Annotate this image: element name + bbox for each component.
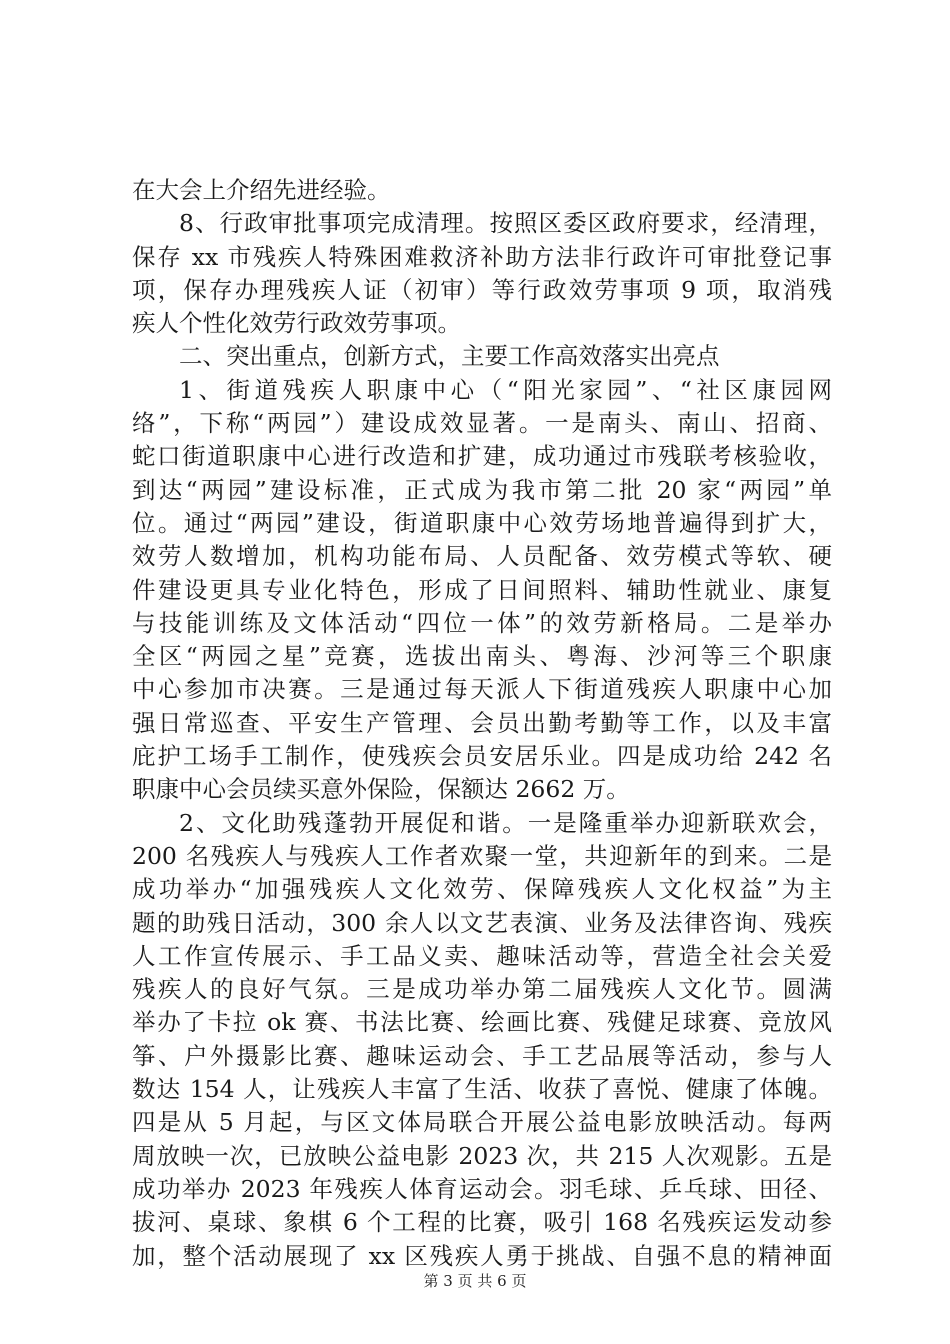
text-line: 二、突出重点，创新方式，主要工作高效落实出亮点 [179,342,720,371]
text-line: 全区“两园之星”竞赛，选拔出南头、粤海、沙河等三个职康 [132,642,832,671]
text-line: 庇护工场手工制作，使残疾会员安居乐业。四是成功给 242 名 [132,742,832,771]
text-line: 拔河、桌球、象棋 6 个工程的比赛，吸引 168 名残疾运发动参 [132,1208,832,1237]
text-line: 人工作宣传展示、手工品义卖、趣味活动等，营造全社会关爱 [132,941,832,970]
text-line: 到达“两园”建设标准，正式成为我市第二批 20 家“两园”单 [132,475,832,504]
text-line: 1、街道残疾人职康中心（“阳光家园”、“社区康园网 [179,375,832,404]
text-line: 200 名残疾人与残疾人工作者欢聚一堂，共迎新年的到来。二是 [132,841,832,870]
text-line: 8、行政审批事项完成清理。按照区委区政府要求，经清理， [179,209,832,238]
text-line: 中心参加市决赛。三是通过每天派人下街道残疾人职康中心加 [132,675,832,704]
text-line: 残疾人的良好气氛。三是成功举办第二届残疾人文化节。圆满 [132,975,832,1004]
document-body [132,174,832,1273]
text-line: 举办了卡拉 ok 赛、书法比赛、绘画比赛、残健足球赛、竞放风 [132,1008,832,1037]
page-number: 第 3 页 共 6 页 [423,1272,527,1290]
text-line: 成功举办“加强残疾人文化效劳、保障残疾人文化权益”为主 [132,875,832,904]
page-footer [0,1270,950,1291]
text-line: 项，保存办理残疾人证（初审）等行政效劳事项 9 项，取消残 [132,275,832,304]
text-line: 周放映一次，已放映公益电影 2023 次，共 215 人次观影。五是 [132,1141,832,1170]
text-line: 成功举办 2023 年残疾人体育运动会。羽毛球、乒乓球、田径、 [132,1174,832,1203]
text-line: 强日常巡查、平安生产管理、会员出勤考勤等工作，以及丰富 [132,708,832,737]
text-line: 蛇口街道职康中心进行改造和扩建，成功通过市残联考核验收， [132,442,832,471]
text-line: 数达 154 人，让残疾人丰富了生活、收获了喜悦、健康了体魄。 [132,1075,832,1104]
text-line: 四是从 5 月起，与区文体局联合开展公益电影放映活动。每两 [132,1108,832,1137]
text-line: 题的助残日活动，300 余人以文艺表演、业务及法律咨询、残疾 [132,908,832,937]
text-line: 疾人个性化效劳行政效劳事项。 [132,309,461,338]
text-line: 筝、户外摄影比赛、趣味运动会、手工艺品展等活动，参与人 [132,1041,832,1070]
text-line: 效劳人数增加，机构功能布局、人员配备、效劳模式等软、硬 [132,542,832,571]
text-line: 络”，下称“两园”）建设成效显著。一是南头、南山、招商、 [132,409,832,438]
text-line: 与技能训练及文体活动“四位一体”的效劳新格局。二是举办 [132,608,832,637]
text-line: 件建设更具专业化特色，形成了日间照料、辅助性就业、康复 [132,575,832,604]
text-line: 2、文化助残蓬勃开展促和谐。一是隆重举办迎新联欢会， [179,808,832,837]
text-line: 职康中心会员续买意外保险，保额达 2662 万。 [132,775,630,804]
text-line: 保存 xx 市残疾人特殊困难救济补助方法非行政许可审批登记事 [132,242,832,271]
text-line: 加，整个活动展现了 xx 区残疾人勇于挑战、自强不息的精神面 [132,1241,832,1270]
text-line: 在大会上介绍先进经验。 [132,176,391,204]
text-line: 位。通过“两园”建设，街道职康中心效劳场地普遍得到扩大， [132,508,832,537]
